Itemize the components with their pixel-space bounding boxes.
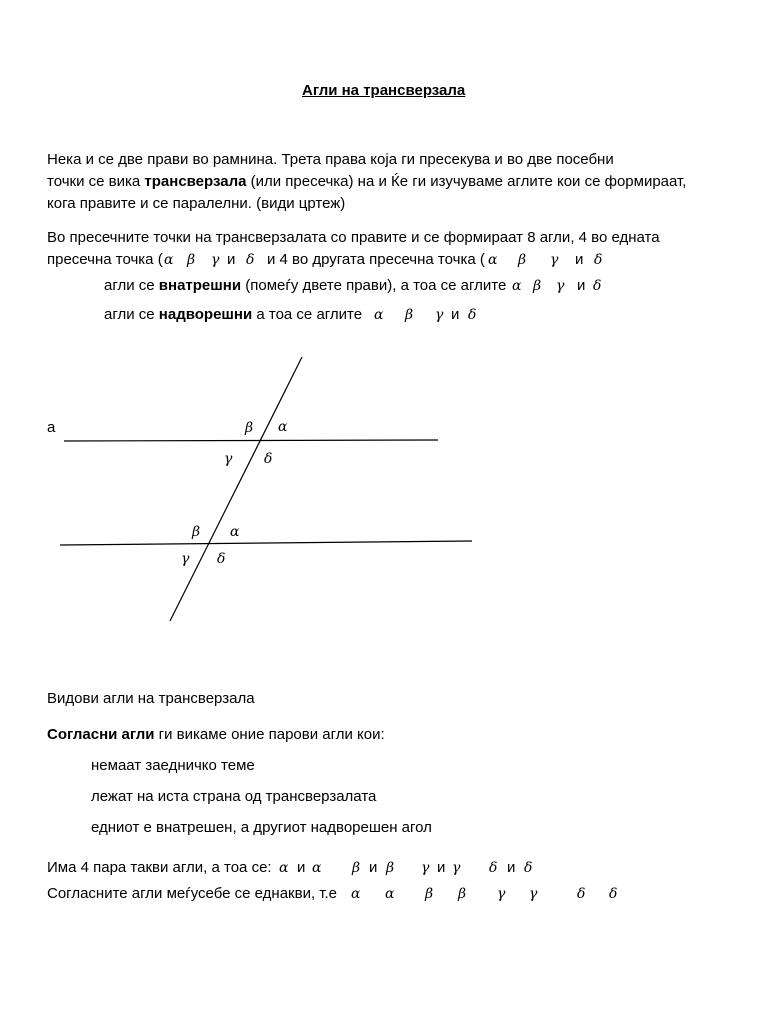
intro-line-2: точки се вика трансверзала (или пресечка) на и Ќе ги изучуваме аглите кои се формираат, — [47, 173, 687, 190]
greek-alpha: α — [512, 278, 522, 294]
greek-beta: β — [425, 886, 434, 902]
greek-gamma: γ — [211, 252, 220, 268]
greek-beta: β — [533, 278, 542, 294]
bottom-angle-gamma: γ — [181, 551, 190, 567]
greek-gamma: γ — [452, 860, 461, 876]
greek-gamma: γ — [556, 278, 565, 294]
conj-and: и — [451, 306, 460, 323]
greek-alpha: α — [488, 252, 498, 268]
greek-gamma: γ — [435, 307, 444, 323]
greek-delta: δ — [577, 886, 586, 902]
bottom-angle-alpha: α — [230, 524, 240, 540]
term-outer: надворешни — [158, 306, 253, 323]
conj-and: и — [575, 251, 584, 268]
top-angle-delta: δ — [264, 451, 273, 467]
greek-gamma: γ — [529, 886, 538, 902]
top-angle-gamma: γ — [224, 451, 233, 467]
greek-alpha: α — [312, 860, 322, 876]
term-corresponding: Согласни агли — [47, 726, 155, 743]
greek-beta: β — [352, 860, 361, 876]
greek-delta: δ — [609, 886, 618, 902]
line-b — [60, 541, 472, 545]
greek-beta: β — [458, 886, 467, 902]
conj-and: и — [297, 859, 306, 876]
greek-alpha: α — [374, 307, 384, 323]
greek-beta: β — [405, 307, 414, 323]
condition-item: лежат на иста страна од трансверзалата — [91, 788, 377, 805]
greek-alpha: α — [164, 252, 174, 268]
para2-line-1: Во пресечните точки на трансверзалата со правите и се формираат 8 агли, 4 во едната — [47, 229, 660, 246]
greek-delta: δ — [594, 252, 603, 268]
equal-text: Согласните агли меѓусебе се еднакви, т.е — [47, 885, 337, 902]
greek-delta: δ — [593, 278, 602, 294]
greek-delta: δ — [246, 252, 255, 268]
types-heading: Видови агли на трансверзала — [47, 690, 255, 707]
line-label-a: a — [47, 419, 56, 436]
para2-line-2a: пресечна точка ( — [47, 251, 163, 268]
greek-alpha: α — [385, 886, 395, 902]
greek-beta: β — [386, 860, 395, 876]
intro-line-1: Нека и се две прави во рамнина. Трета права која ги пресекува и во две посебни — [47, 151, 614, 168]
corresponding-definition: Согласни агли ги викаме оние парови агли кои: — [47, 726, 385, 743]
greek-delta: δ — [468, 307, 477, 323]
term-transversal: трансверзала — [144, 173, 247, 190]
condition-item: едниот е внатрешен, а другиот надворешен агол — [91, 819, 432, 836]
conj-and: и — [369, 859, 378, 876]
bottom-angle-beta: β — [192, 524, 201, 540]
transversal-line — [170, 357, 302, 621]
bottom-angle-delta: δ — [217, 551, 226, 567]
greek-gamma: γ — [550, 252, 559, 268]
line-a — [64, 440, 438, 441]
greek-beta: β — [187, 252, 196, 268]
para2-line-2b: и 4 во другата пресечна точка ( — [267, 251, 485, 268]
outer-angles-line: агли се надворешни а тоа се аглите — [104, 306, 363, 323]
page-title: Агли на трансверзала — [302, 82, 466, 99]
greek-gamma: γ — [421, 860, 430, 876]
intro-line-3: кога правите и се паралелни. (види цртеж) — [47, 195, 346, 212]
conj-and: и — [507, 859, 516, 876]
greek-alpha: α — [351, 886, 361, 902]
greek-gamma: γ — [497, 886, 506, 902]
greek-delta: δ — [524, 860, 533, 876]
term-inner: внатрешни — [158, 277, 242, 294]
greek-beta: β — [518, 252, 527, 268]
greek-delta: δ — [489, 860, 498, 876]
top-angle-alpha: α — [278, 419, 288, 435]
inner-angles-line: агли се внатрешни (помеѓу двете прави), а тоа се аглите — [104, 277, 507, 294]
greek-alpha: α — [279, 860, 289, 876]
conj-and: и — [227, 251, 236, 268]
conj-and: и — [577, 277, 586, 294]
condition-item: немаат заедничко теме — [91, 757, 255, 774]
conj-and: и — [437, 859, 446, 876]
pairs-text: Има 4 пара такви агли, а тоа се: — [47, 859, 272, 876]
top-angle-beta: β — [245, 420, 254, 436]
